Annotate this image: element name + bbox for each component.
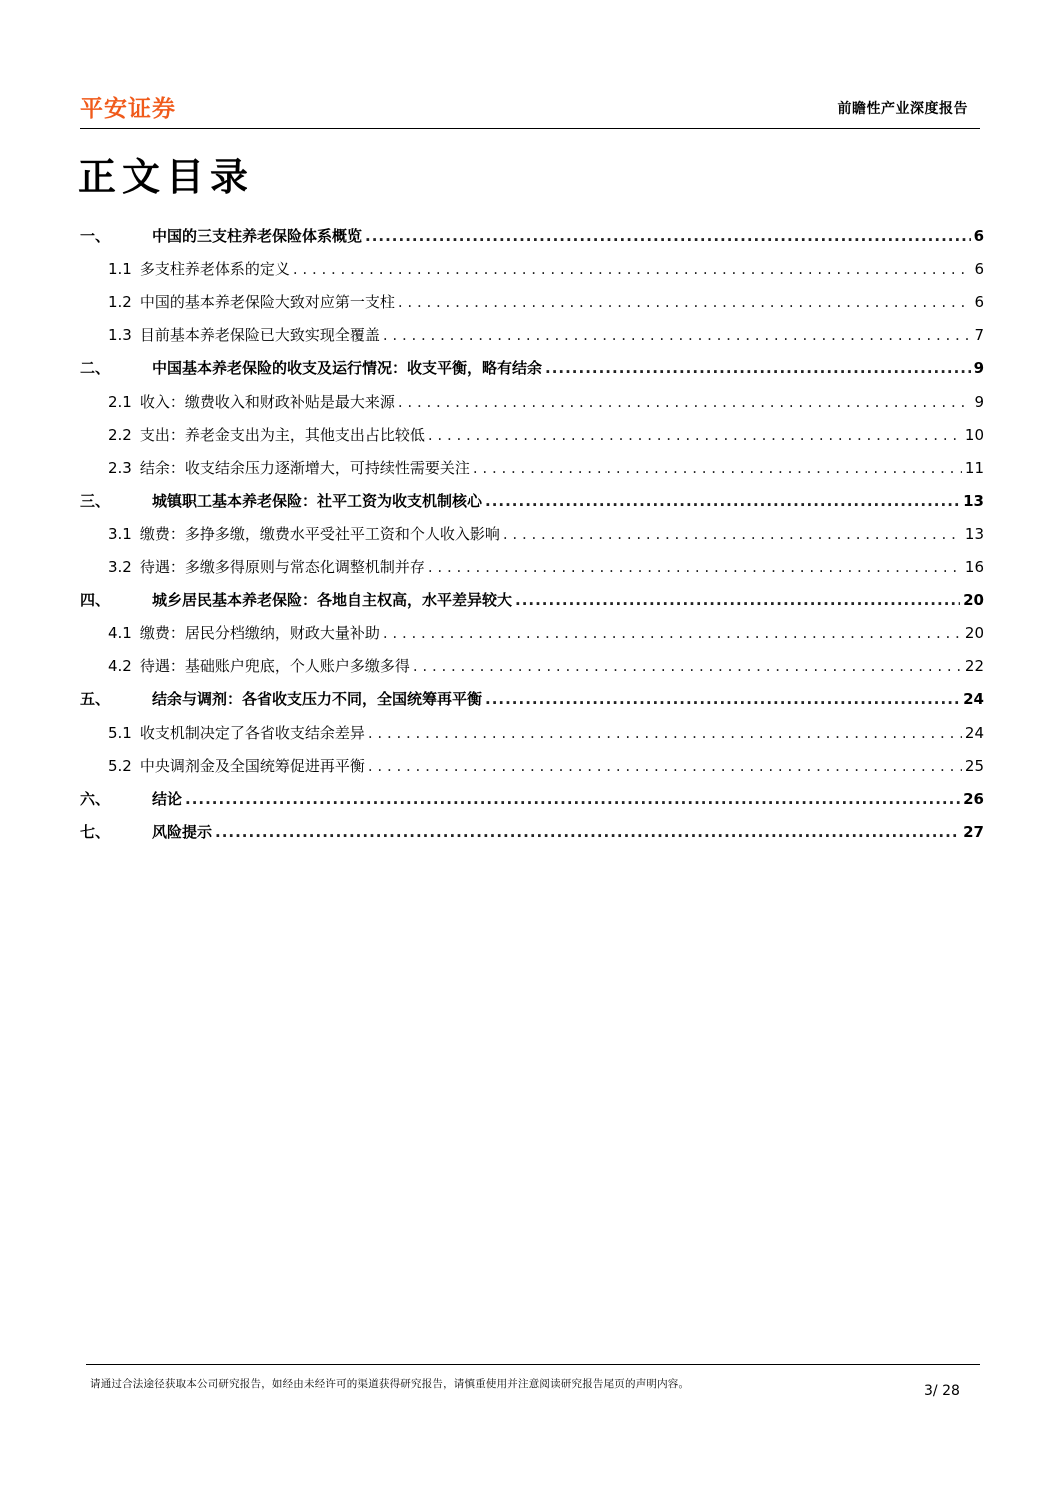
toc-entry-page: 27: [963, 822, 984, 841]
toc-entry-title: 目前基本养老保险已大致实现全覆盖: [139, 326, 380, 345]
toc-chapter-entry[interactable]: [80, 821, 984, 843]
toc-chapter-entry[interactable]: [80, 225, 984, 247]
toc-entry-number: 2.2: [108, 425, 132, 444]
footer-disclaimer: 请通过合法途径获取本公司研究报告，如经由未经许可的渠道获得研究报告，请慎重使用并注意阅读研究报告尾页的声明内容。: [90, 1378, 690, 1390]
toc-entry-title: 收入：缴费收入和财政补贴是最大来源: [139, 392, 395, 411]
toc-entry-page: 7: [974, 326, 984, 345]
toc-dot-leader: [398, 393, 972, 411]
toc-entry-title: 城乡居民基本养老保险：各地自主权高，水平差异较大: [152, 591, 513, 610]
toc-entry-page: 6: [974, 260, 984, 279]
toc-entry-number: 一、: [80, 227, 111, 245]
page-title: 正文目录: [78, 155, 255, 199]
toc-entry-number: 4.1: [108, 624, 132, 643]
page-header: [80, 86, 980, 129]
toc-entry-title: 结余与调剂：各省收支压力不同，全国统筹再平衡: [152, 690, 483, 709]
toc-entry-title: 风险提示: [152, 822, 213, 841]
toc-entry-title: 支出：养老金支出为主，其他支出占比较低: [139, 425, 425, 444]
toc-entry-number: 1.3: [108, 326, 132, 345]
toc-entry-page: 22: [964, 657, 984, 676]
toc-dot-leader: [485, 690, 960, 708]
toc-entry-page: 6: [973, 227, 984, 245]
toc-entry-number: 七、: [80, 822, 111, 841]
toc-entry-title: 中央调剂金及全国统筹促进再平衡: [139, 756, 365, 775]
toc-entry-title: 收支机制决定了各省收支结余差异: [139, 723, 365, 742]
toc-section-entry[interactable]: [80, 523, 984, 545]
toc-entry-number: 三、: [80, 491, 111, 510]
toc-entry-number: 二、: [80, 359, 111, 378]
toc-entry-page: 10: [964, 425, 984, 444]
page-number: 3/ 28: [924, 1383, 960, 1399]
toc-section-entry[interactable]: [80, 258, 984, 280]
toc-entry-page: 24: [963, 690, 984, 709]
toc-entry-number: 3.1: [108, 524, 132, 543]
toc-entry-number: 5.2: [108, 756, 132, 775]
toc-entry-page: 9: [973, 359, 984, 378]
toc-entry-number: 4.2: [108, 657, 132, 676]
footer-divider: [86, 1364, 980, 1365]
toc-entry-title: 多支柱养老体系的定义: [139, 260, 290, 279]
toc-entry-number: 五、: [80, 690, 111, 709]
toc-section-entry[interactable]: [80, 722, 984, 744]
toc-section-entry[interactable]: [80, 457, 984, 479]
toc-entry-title: 城镇职工基本养老保险：社平工资为收支机制核心: [152, 491, 483, 510]
toc-entry-page: 11: [964, 458, 984, 477]
toc-chapter-entry[interactable]: [80, 688, 984, 710]
toc-entry-title: 缴费：多挣多缴，缴费水平受社平工资和个人收入影响: [139, 524, 500, 543]
toc-section-entry[interactable]: [80, 324, 984, 346]
toc-section-entry[interactable]: [80, 391, 984, 413]
toc-dot-leader: [383, 326, 972, 344]
toc-dot-leader: [473, 459, 962, 477]
report-type-label: 前瞻性产业深度报告: [837, 101, 968, 117]
toc-section-entry[interactable]: [80, 556, 984, 578]
toc-entry-number: 5.1: [108, 723, 132, 742]
toc-entry-number: 2.3: [108, 458, 132, 477]
toc-dot-leader: [383, 624, 962, 642]
toc-dot-leader: [485, 492, 960, 510]
toc-entry-number: 2.1: [108, 392, 132, 411]
toc-entry-page: 16: [964, 558, 984, 576]
toc-entry-number: 3.2: [108, 558, 132, 576]
toc-entry-number: 四、: [80, 591, 111, 610]
toc-entry-page: 26: [963, 789, 984, 808]
toc-dot-leader: [368, 724, 962, 742]
toc-dot-leader: [428, 426, 962, 444]
toc-dot-leader: [215, 823, 960, 841]
toc-section-entry[interactable]: [80, 424, 984, 446]
toc-dot-leader: [398, 293, 972, 311]
toc-entry-page: 25: [964, 756, 984, 775]
toc-dot-leader: [293, 260, 972, 278]
toc-entry-page: 13: [963, 491, 984, 510]
toc-entry-page: 24: [964, 723, 984, 742]
toc-entry-title: 中国的基本养老保险大致对应第一支柱: [139, 293, 395, 312]
toc-entry-page: 13: [964, 524, 984, 543]
toc-section-entry[interactable]: [80, 755, 984, 777]
toc-entry-number: 1.1: [108, 260, 132, 279]
toc-dot-leader: [365, 227, 971, 245]
toc-entry-title: 结余：收支结余压力逐渐增大，可持续性需要关注: [139, 458, 470, 477]
toc-entry-page: 6: [974, 293, 984, 312]
toc-chapter-entry[interactable]: [80, 490, 984, 512]
toc-entry-page: 20: [963, 591, 984, 610]
toc-entry-title: 结论: [152, 789, 183, 808]
toc-dot-leader: [515, 591, 960, 609]
toc-entry-page: 9: [974, 392, 984, 411]
toc-chapter-entry[interactable]: [80, 589, 984, 611]
toc-entry-title: 中国的三支柱养老保险体系概览: [152, 227, 363, 245]
toc-dot-leader: [185, 790, 960, 808]
toc-dot-leader: [428, 558, 962, 576]
toc-dot-leader: [413, 657, 962, 675]
toc-entry-title: 待遇：多缴多得原则与常态化调整机制并存: [139, 558, 425, 576]
toc-section-entry[interactable]: [80, 655, 984, 677]
toc-entry-number: 六、: [80, 789, 111, 808]
toc-entry-title: 待遇：基础账户兜底，个人账户多缴多得: [139, 657, 410, 676]
toc-entry-title: 缴费：居民分档缴纳，财政大量补助: [139, 624, 380, 643]
toc-section-entry[interactable]: [80, 622, 984, 644]
toc-dot-leader: [503, 525, 962, 543]
toc-section-entry[interactable]: [80, 291, 984, 313]
brand-logo: 平安证券: [80, 96, 176, 122]
toc-dot-leader: [368, 757, 962, 775]
toc-chapter-entry[interactable]: [80, 357, 984, 379]
toc-entry-number: 1.2: [108, 293, 132, 312]
toc-chapter-entry[interactable]: [80, 788, 984, 810]
toc-entry-title: 中国基本养老保险的收支及运行情况：收支平衡，略有结余: [152, 359, 543, 378]
toc-entry-page: 20: [964, 624, 984, 643]
toc-dot-leader: [545, 359, 971, 377]
